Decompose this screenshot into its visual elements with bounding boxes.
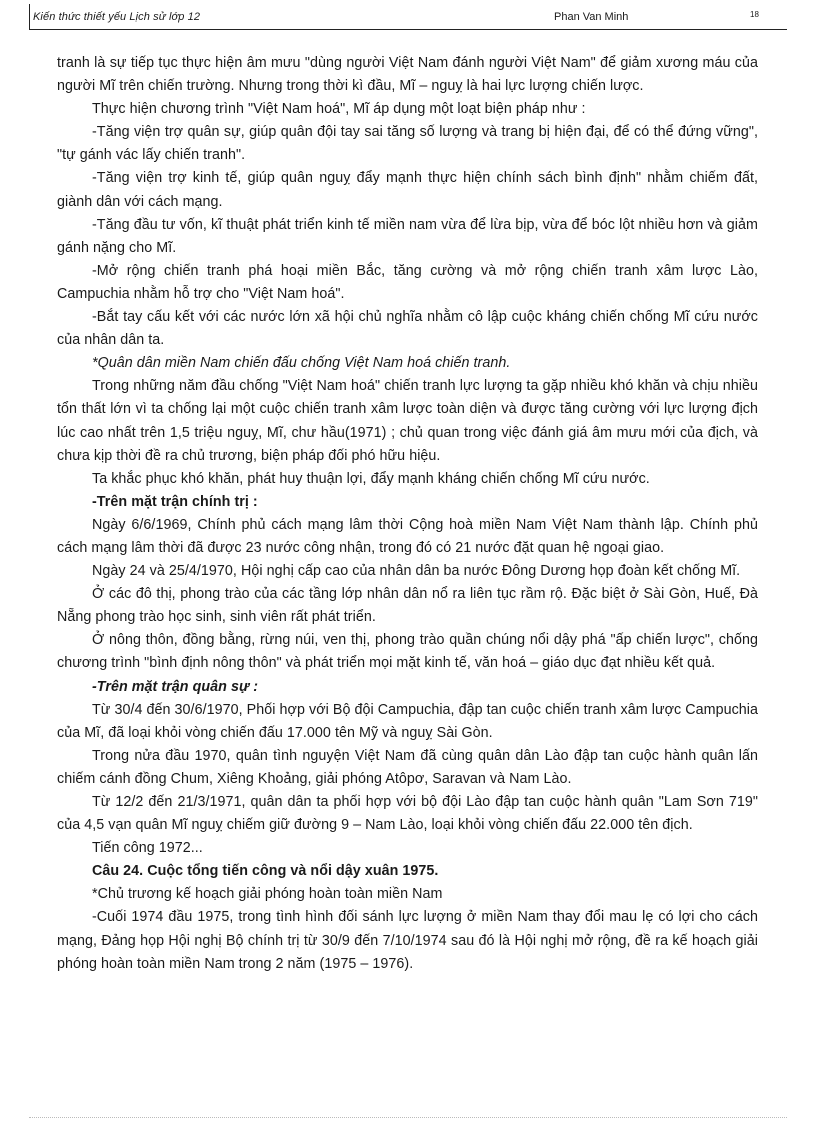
- paragraph: -Cuối 1974 đầu 1975, trong tình hình đối sánh lực lượng ở miền Nam thay đổi mau lẹ có lợi cho cách mạng, Đảng họp Hội nghị Bộ chính trị từ 30/9 đến 7/10/1974 sau đó là Hội nghị mở rộng, đề ra kế hoạch giải phóng hoàn toàn miền Nam trong 2 năm (1975 – 1976).: [57, 909, 758, 972]
- section-subheading: *Quân dân miền Nam chiến đấu chống Việt Nam hoá chiến tranh.: [92, 355, 511, 372]
- paragraph: Trong những năm đầu chống "Việt Nam hoá" chiến tranh lực lượng ta gặp nhiều khó khăn và chịu nhiều tổn thất lớn vì ta chống lại một cuộc chiến tranh xâm lược toàn diện và được tăng cường với lực lượng địch lúc cao nhất trên 1,5 triệu nguỵ, Mĩ, chư hầu(1971) ; chủ quan trong việc đánh giá âm mưu mới của địch, và chưa kịp thời đề ra chủ trương, biện pháp đối phó hữu hiệu.: [57, 378, 758, 464]
- paragraph: Ta khắc phục khó khăn, phát huy thuận lợi, đẩy mạnh kháng chiến chống Mĩ cứu nước.: [92, 470, 650, 487]
- list-item: -Bắt tay cấu kết với các nước lớn xã hội chủ nghĩa nhằm cô lập cuộc kháng chiến chống Mĩ cứu nước của nhân dân ta.: [57, 309, 758, 349]
- paragraph: Từ 30/4 đến 30/6/1970, Phối hợp với Bộ đội Campuchia, đập tan cuộc chiến tranh xâm lược Campuchia của Mĩ, đã loại khỏi vòng chiến đấu 17.000 tên Mỹ và nguỵ Sài Gòn.: [57, 701, 758, 741]
- paragraph: Từ 12/2 đến 21/3/1971, quân dân ta phối hợp với bộ đội Lào đập tan cuộc hành quân "Lam Sơn 719" của 4,5 vạn quân Mĩ nguỵ chiếm giữ đường 9 – Nam Lào, loại khỏi vòng chiến đấu 22.000 tên địch.: [57, 794, 758, 834]
- paragraph: Ngày 6/6/1969, Chính phủ cách mạng lâm thời Cộng hoà miền Nam Việt Nam thành lập. Chính phủ cách mạng lâm thời đã được 23 nước công nhận, trong đó có 21 nước đặt quan hệ ngoại giao.: [57, 516, 758, 556]
- paragraph: Ở các đô thị, phong trào của các tầng lớp nhân dân nổ ra liên tục rầm rộ. Đặc biệt ở Sài Gòn, Huế, Đà Nẵng phong trào học sinh, sinh viên rất phát triển.: [57, 586, 758, 626]
- footer-divider: [29, 1117, 787, 1118]
- paragraph: Tiến công 1972...: [92, 840, 203, 857]
- section-heading-military: -Trên mặt trận quân sự :: [92, 678, 259, 695]
- list-item: -Mở rộng chiến tranh phá hoại miền Bắc, tăng cường và mở rộng chiến tranh xâm lược Lào, Campuchia nhằm hỗ trợ cho "Việt Nam hoá".: [57, 262, 758, 302]
- question-heading: Câu 24. Cuộc tổng tiến công và nổi dậy xuân 1975.: [92, 863, 439, 880]
- paragraph: Trong nửa đầu 1970, quân tình nguyện Việt Nam đã cùng quân dân Lào đập tan cuộc hành quân lấn chiếm cánh đồng Chum, Xiêng Khoảng, giải phóng Atôpơ, Saravan và Nam Lào.: [57, 747, 758, 787]
- section-subheading: *Chủ trương kế hoạch giải phóng hoàn toàn miền Nam: [92, 886, 443, 903]
- section-heading-political: -Trên mặt trận chính trị :: [92, 493, 258, 510]
- list-item: -Tăng viện trợ kinh tế, giúp quân nguỵ đẩy mạnh thực hiện chính sách bình định" nhằm chiếm đất, giành dân với cách mạng.: [57, 170, 758, 210]
- list-item: -Tăng viện trợ quân sự, giúp quân đội tay sai tăng số lượng và trang bị hiện đại, để có thể đứng vững", "tự gánh vác lấy chiến tranh".: [57, 124, 758, 164]
- document-body: [57, 52, 758, 976]
- header-title: Kiến thức thiết yếu Lịch sử lớp 12: [33, 11, 201, 23]
- paragraph: tranh là sự tiếp tục thực hiện âm mưu "dùng người Việt Nam đánh người Việt Nam" để giảm xương máu của người Mĩ trên chiến trường. Nhưng trong thời kì đầu, Mĩ – nguỵ là hai lực lượng chiến lược.: [57, 55, 758, 95]
- page-header: [29, 4, 787, 30]
- paragraph: Ngày 24 và 25/4/1970, Hội nghị cấp cao của nhân dân ba nước Đông Dương họp đoàn kết chống Mĩ.: [92, 563, 741, 580]
- header-author: Phan Van Minh: [554, 11, 629, 23]
- paragraph: Thực hiện chương trình "Việt Nam hoá", Mĩ áp dụng một loạt biện pháp như :: [92, 101, 586, 118]
- paragraph: Ở nông thôn, đồng bằng, rừng núi, ven thị, phong trào quần chúng nổi dậy phá "ấp chiến lược", chống chương trình "bình định nông thôn" và phát triển mọi mặt kinh tế, văn hoá – giáo dục đạt nhiều kết quả.: [57, 632, 758, 672]
- page-number: 18: [750, 10, 759, 19]
- list-item: -Tăng đầu tư vốn, kĩ thuật phát triển kinh tế miền nam vừa để lừa bịp, vừa để bóc lột nhiều hơn và giảm gánh nặng cho Mĩ.: [57, 216, 758, 256]
